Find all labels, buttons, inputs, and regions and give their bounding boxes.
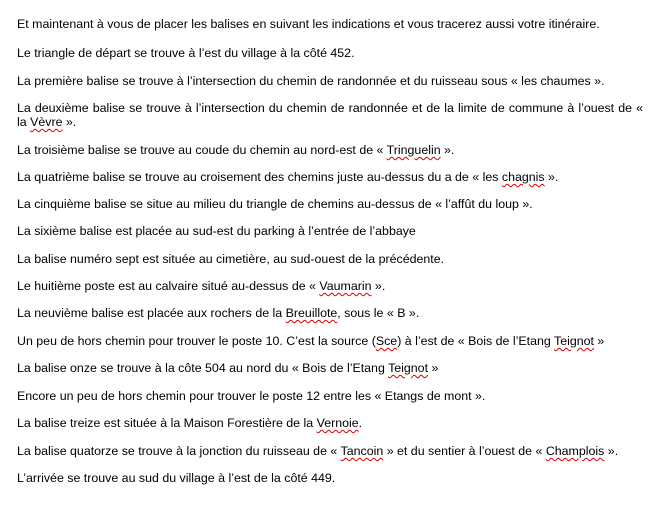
paragraph-balise-11 bbox=[17, 361, 643, 375]
text-run: ». bbox=[544, 170, 559, 184]
text-run: » et du sentier à l’ouest de « bbox=[383, 444, 546, 458]
text-run: ) à l’est de « Bois de l’Etang bbox=[397, 334, 555, 348]
text-run: La neuvième balise est placée aux rochers de la bbox=[17, 306, 286, 320]
text-run: La sixième balise est placée au sud-est du parking à l’entrée de l’abbaye bbox=[17, 224, 416, 238]
spellcheck-flagged-word: Vèvre bbox=[30, 115, 63, 129]
text-run: La balise quatorze se trouve à la jonction du ruisseau de « bbox=[17, 444, 341, 458]
text-run: La deuxième balise se trouve à l’intersection du chemin de randonnée et de la limite de commune à l’ouest de « la bbox=[17, 101, 643, 129]
text-run: La balise onze se trouve à la côte 504 au nord du « Bois de l’Etang bbox=[17, 361, 389, 375]
paragraph-balise-14 bbox=[17, 444, 643, 458]
text-run: » bbox=[593, 334, 605, 348]
paragraph-intro bbox=[17, 17, 643, 31]
spellcheck-flagged-word: Teignot bbox=[554, 334, 594, 348]
paragraph-arrivee bbox=[17, 471, 643, 485]
text-run: Encore un peu de hors chemin pour trouver le poste 12 entre les « Etangs de mont ». bbox=[17, 389, 486, 403]
text-run: ». bbox=[371, 279, 386, 293]
text-run: . bbox=[358, 416, 363, 430]
text-run: » bbox=[428, 361, 439, 375]
paragraph-balise-5 bbox=[17, 197, 643, 211]
paragraph-balise-6 bbox=[17, 224, 643, 238]
paragraph-balise-13 bbox=[17, 416, 643, 430]
text-run: ». bbox=[440, 143, 455, 157]
text-run: La troisième balise se trouve au coude du chemin au nord-est de « bbox=[17, 143, 387, 157]
spellcheck-flagged-word: Tancoin bbox=[340, 444, 384, 458]
text-run: La cinquième balise se situe au milieu du triangle de chemins au-dessus de « l’affût du loup ». bbox=[17, 197, 533, 211]
text-run: ». bbox=[604, 444, 619, 458]
spellcheck-flagged-word: Teignot bbox=[388, 361, 429, 375]
paragraph-balise-12 bbox=[17, 389, 643, 403]
paragraph-balise-4 bbox=[17, 170, 643, 184]
text-run: Le huitième poste est au calvaire situé au-dessus de « bbox=[17, 279, 320, 293]
spellcheck-flagged-word: Vernoie bbox=[316, 416, 359, 430]
text-run: L’arrivée se trouve au sud du village à l’est de la côté 449. bbox=[17, 471, 336, 485]
paragraph-balise-7 bbox=[17, 252, 643, 266]
paragraph-balise-1 bbox=[17, 74, 643, 88]
text-run: La balise treize est située à la Maison Forestière de la bbox=[17, 416, 317, 430]
text-run: Le triangle de départ se trouve à l’est du village à la côté 452. bbox=[17, 46, 355, 60]
text-run: ». bbox=[62, 115, 77, 129]
spellcheck-flagged-word: chagnis bbox=[501, 170, 545, 184]
spellcheck-flagged-word: Sce bbox=[375, 334, 398, 348]
text-run: La balise numéro sept est située au cimetière, au sud-ouest de la précédente. bbox=[17, 252, 445, 266]
text-run: La quatrième balise se trouve au croisement des chemins juste au-dessus du a de « les bbox=[17, 170, 502, 184]
text-run: Et maintenant à vous de placer les balises en suivant les indications et vous tracerez aussi votre itinéraire. bbox=[17, 17, 600, 31]
spellcheck-flagged-word: Breuillote bbox=[285, 306, 338, 320]
paragraph-balise-2 bbox=[17, 101, 643, 129]
spellcheck-flagged-word: Champlois bbox=[545, 444, 605, 458]
text-run: Un peu de hors chemin pour trouver le poste 10. C’est la source ( bbox=[17, 334, 376, 348]
paragraph-balise-10 bbox=[17, 334, 643, 348]
paragraph-balise-9 bbox=[17, 306, 643, 320]
spellcheck-flagged-word: Vaumarin bbox=[319, 279, 372, 293]
text-run: , sous le « B ». bbox=[337, 306, 420, 320]
paragraph-balise-8 bbox=[17, 279, 643, 293]
spellcheck-flagged-word: Tringuelin bbox=[386, 143, 441, 157]
paragraph-balise-3 bbox=[17, 143, 643, 157]
paragraph-start bbox=[17, 46, 643, 60]
text-run: La première balise se trouve à l’intersection du chemin de randonnée et du ruisseau sous « les chaumes ». bbox=[17, 74, 605, 88]
